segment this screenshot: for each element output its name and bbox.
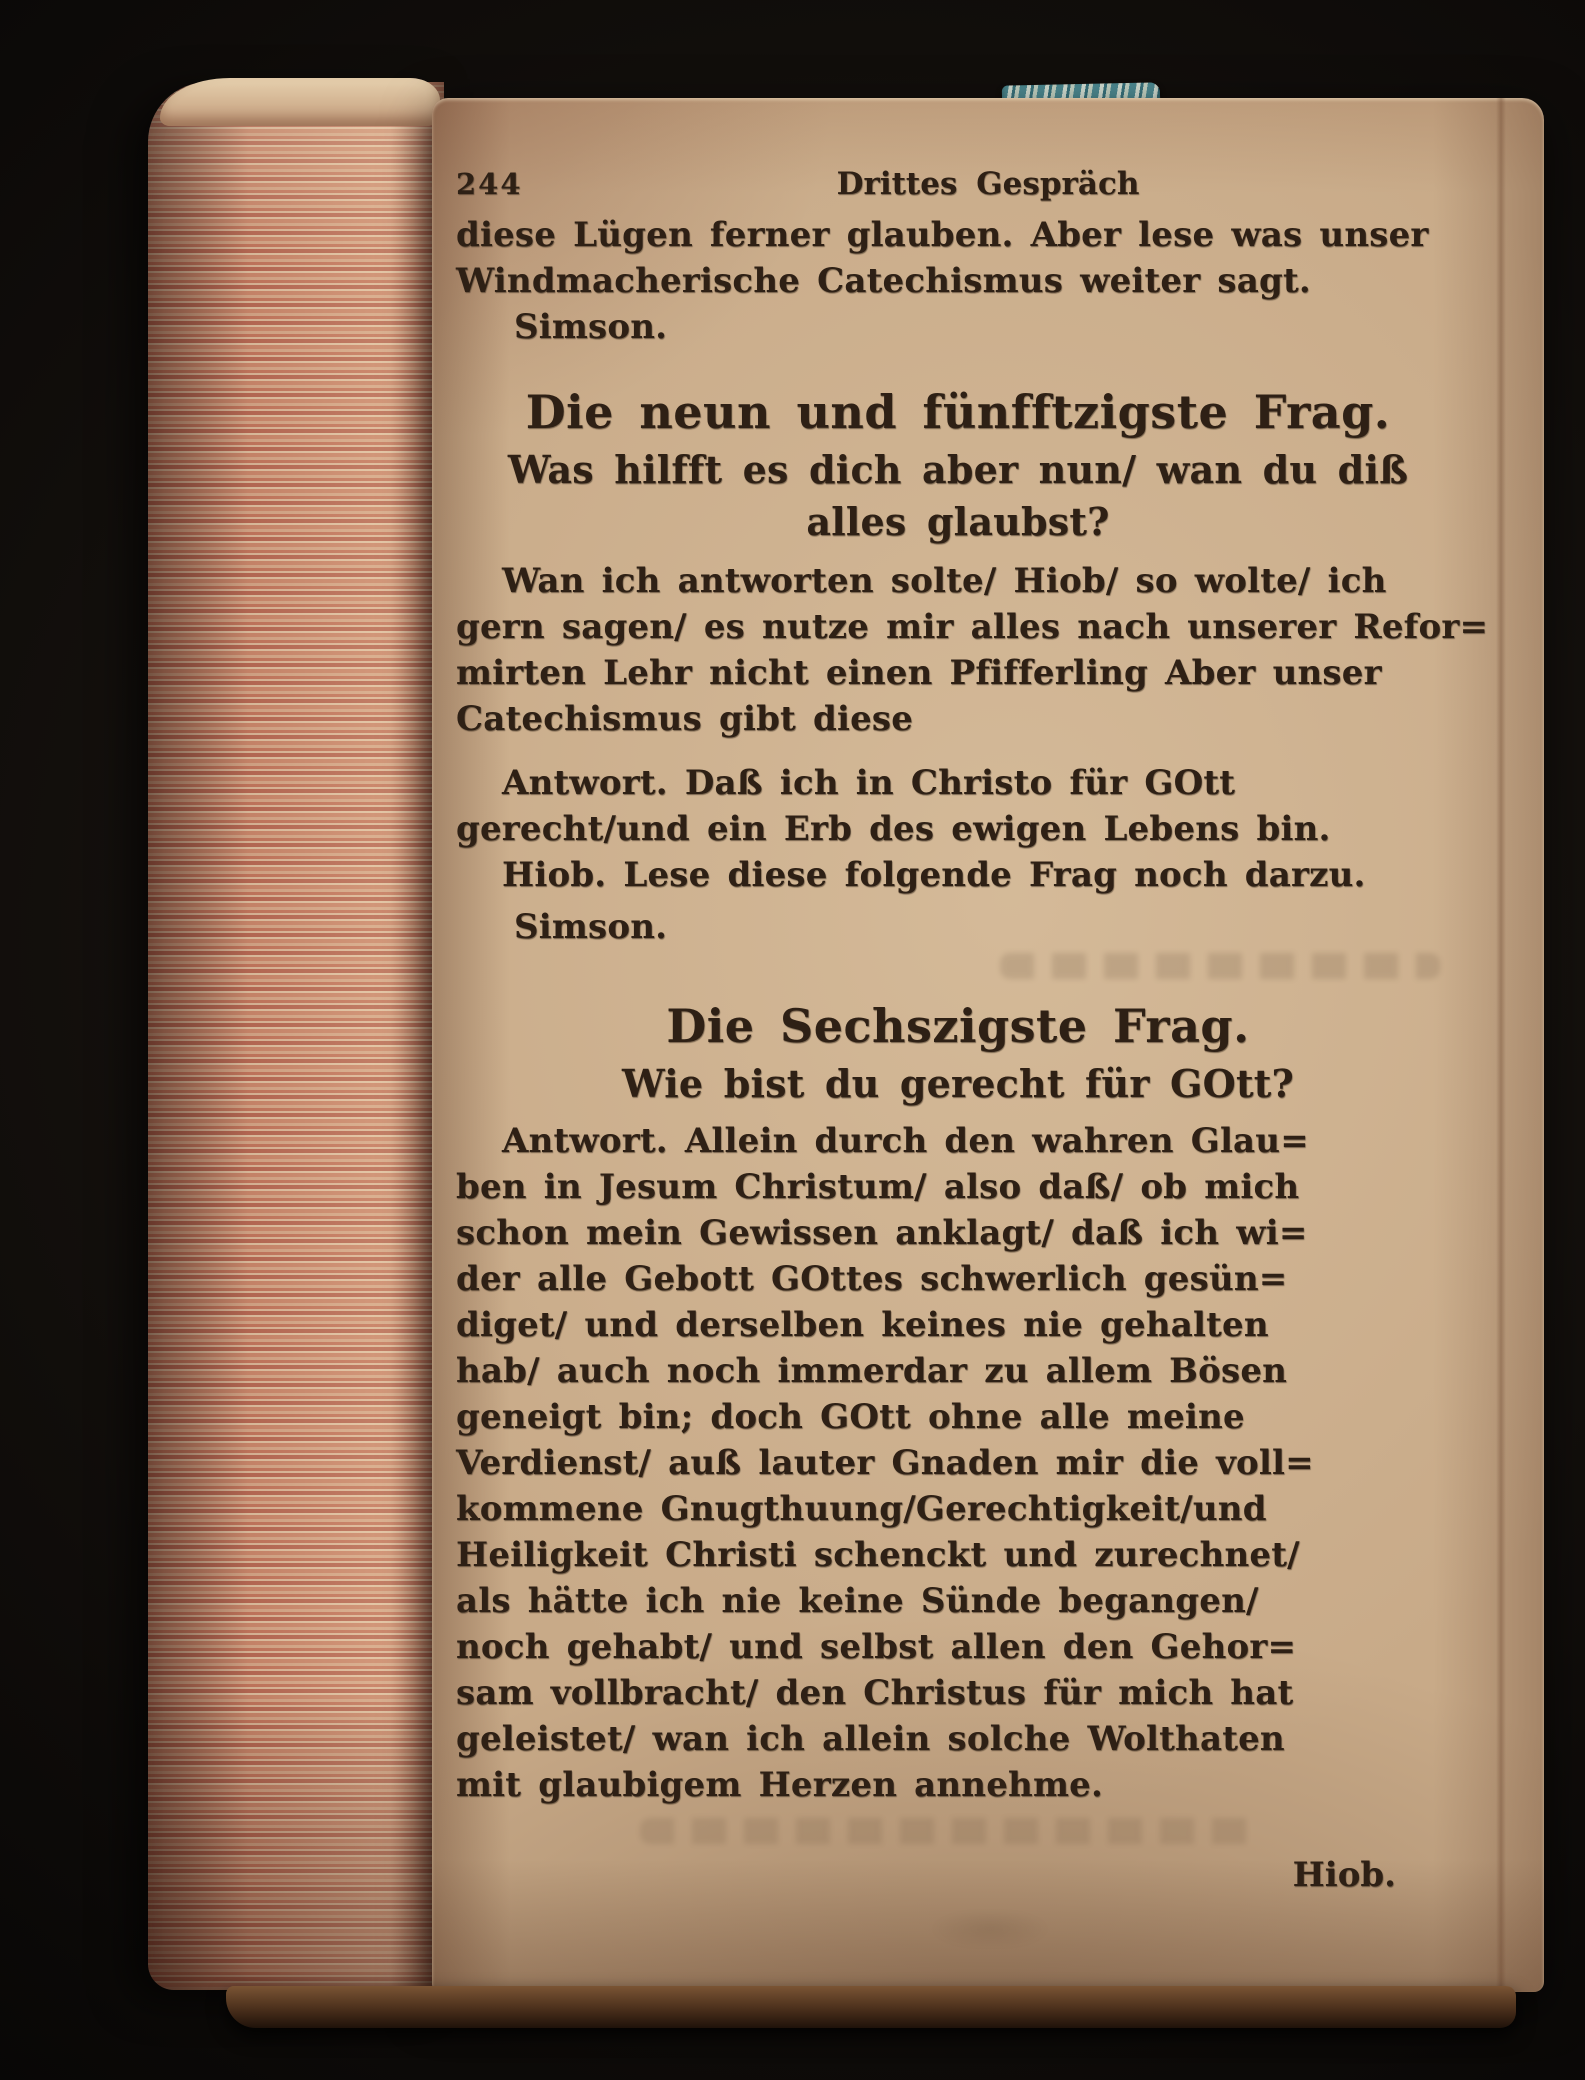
ink-bleed-through [930,1912,1050,1946]
speaker-label: Simson. [514,907,668,947]
text-line: der alle Gebott GOttes schwerlich gesün= [456,1259,1288,1299]
intro-paragraph [456,212,1460,304]
speaker-simson-2 [456,904,1460,950]
text-line: sam vollbracht/ den Christus für mich hat [456,1673,1294,1713]
text-column [456,166,1489,1898]
speaker-simson [456,304,1460,350]
question-59-heading: Die neun und fünfftzigste Frag. [525,385,1391,439]
text-line: Antwort. Daß ich in Christo für GOtt [502,763,1236,803]
text-line: diget/ und derselben keines nie gehalten [456,1305,1269,1345]
page-header [456,166,1460,212]
running-title: Drittes Gespräch [836,166,1140,202]
text-line: Heiligkeit Christi schenckt und zurechnet/ [456,1535,1300,1575]
question-59-reply [456,558,1489,742]
text-line: diese Lügen ferner glauben. Aber lese was unser [456,215,1429,255]
book-page-block-top [160,78,440,126]
hiob-text: Hiob. Lese diese folgende Frag noch darzu. [502,855,1366,895]
text-line: alles glaubst? [806,499,1110,544]
text-line: hab/ auch noch immerdar zu allem Bösen [456,1351,1288,1391]
text-line: Catechismus gibt diese [456,699,914,739]
question-60-heading: Die Sechszigste Frag. [666,999,1250,1053]
question-60-answer [456,1118,1460,1808]
text-line: noch gehabt/ und selbst allen den Gehor= [456,1627,1297,1667]
book-page [432,98,1544,1992]
text-line: Windmacherische Catechismus weiter sagt. [456,261,1311,301]
page-number: 244 [456,167,523,201]
catchword: Hiob. [1292,1855,1396,1895]
text-line: als hätte ich nie keine Sünde begangen/ [456,1581,1259,1621]
book-fore-edge-pages [148,82,444,1990]
book-bottom-cover-edge [226,1986,1516,2028]
question-59-text [456,444,1460,548]
text-line: mit glaubigem Herzen annehme. [456,1765,1104,1805]
page-edge-crease [1496,98,1506,1992]
text-line: Antwort. Allein durch den wahren Glau= [502,1121,1309,1161]
text-line: mirten Lehr nicht einen Pfifferling Aber unser [456,653,1382,693]
text-line: geleistet/ wan ich allein solche Wolthaten [456,1719,1285,1759]
text-line: gerecht/und ein Erb des ewigen Lebens bin. [456,809,1331,849]
hiob-line [456,852,1460,898]
text-line: Was hilfft es dich aber nun/ wan du diß [507,447,1409,492]
text-line: geneigt bin; doch GOtt ohne alle meine [456,1397,1245,1437]
question-60-text [456,1058,1460,1110]
text-line: ben in Jesum Christum/ also daß/ ob mich [456,1167,1300,1207]
text-line: gern sagen/ es nutze mir alles nach unserer Refor= [456,607,1489,647]
ink-bleed-through [1000,953,1440,979]
text-line: kommene Gnugthuung/Gerechtigkeit/und [456,1489,1267,1529]
ink-bleed-through [640,1818,1260,1844]
question-59-answer [456,760,1460,852]
text-line: Wan ich antworten solte/ Hiob/ so wolte/ ich [502,561,1387,601]
text-line: Wie bist du gerecht für GOtt? [622,1061,1294,1106]
text-line: schon mein Gewissen anklagt/ daß ich wi= [456,1213,1308,1253]
text-line: Verdienst/ auß lauter Gnaden mir die voll= [456,1443,1314,1483]
speaker-label: Simson. [514,307,668,347]
